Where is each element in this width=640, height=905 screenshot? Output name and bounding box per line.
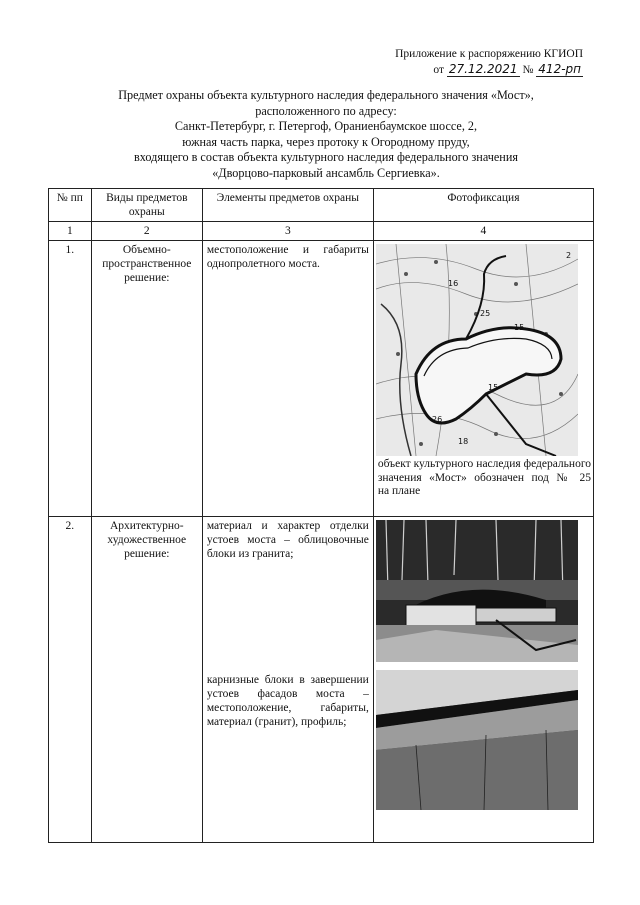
map-label: 26 — [431, 415, 443, 424]
spacer — [207, 561, 369, 673]
map-label: 18 — [457, 437, 469, 446]
table-row — [49, 517, 594, 843]
header-photo: Фотофиксация — [373, 189, 593, 222]
title-line: южная часть парка, через протоку к Огородному пруду, — [182, 134, 470, 149]
header-kind: Виды предметов охраны — [91, 189, 202, 222]
document-title — [60, 88, 592, 182]
caption-last-line: на плане — [377, 485, 421, 497]
appendix-from: от — [433, 64, 444, 76]
appendix-num-sign: № — [522, 64, 534, 76]
title-line: Санкт-Петербург, г. Петергоф, Ораниенбаумское шоссе, 2, — [174, 119, 478, 134]
row-element: материал и характер отделки устоев моста – облицовочные блоки из гранита; — [206, 520, 369, 560]
appendix-line: Приложение к распоряжению КГИОП — [395, 48, 583, 60]
bridge-abutment-photo — [376, 520, 578, 662]
photo-cell — [373, 517, 593, 843]
header-number: № пп — [49, 189, 92, 222]
table-row — [49, 241, 594, 517]
map-label: 2 — [565, 251, 571, 260]
appendix-date: 27.12.2021 — [448, 62, 518, 76]
title-line: Предмет охраны объекта культурного наследия федерального значения «Мост», — [118, 88, 534, 102]
table-numbering-row — [49, 222, 594, 241]
map-label: 15 — [487, 383, 499, 392]
cornice-block-photo — [376, 670, 578, 810]
row-kind: Архитектурно-художественное решение: — [91, 517, 202, 843]
column-number: 3 — [202, 222, 373, 241]
title-line: расположенного по адресу: — [255, 103, 397, 118]
title-line: входящего в состав объекта культурного наследия федерального значения — [134, 150, 518, 165]
caption-text: объект культурного наследия федерального значения «Мост» обозначен под № 25 — [377, 458, 591, 484]
photo-cell — [373, 241, 593, 517]
appendix-number: 412-рп — [538, 62, 581, 76]
row-element: карнизные блоки в завершении устоев фасадов моста – местоположение, габариты, материал (гранит), профиль; — [206, 674, 369, 728]
row-element: местоположение и габариты однопролетного моста. — [202, 241, 373, 517]
map-label: 15 — [513, 323, 525, 332]
column-number: 2 — [91, 222, 202, 241]
row-number: 2. — [49, 517, 92, 843]
table-header-row — [49, 189, 594, 222]
appendix-date-line — [323, 62, 583, 78]
header-element: Элементы предметов охраны — [202, 189, 373, 222]
protection-table — [48, 188, 594, 843]
column-number: 1 — [49, 222, 92, 241]
map-label: 25 — [479, 309, 491, 318]
photo-caption — [376, 456, 591, 512]
row-element-cell — [202, 517, 373, 843]
row-number: 1. — [49, 241, 92, 517]
appendix-header — [323, 47, 583, 78]
row-kind: Объемно-пространственное решение: — [91, 241, 202, 517]
column-number: 4 — [373, 222, 593, 241]
site-plan-map — [376, 244, 578, 456]
map-label: 16 — [447, 279, 459, 288]
title-line: «Дворцово-парковый ансамбль Сергиевка». — [212, 165, 440, 180]
